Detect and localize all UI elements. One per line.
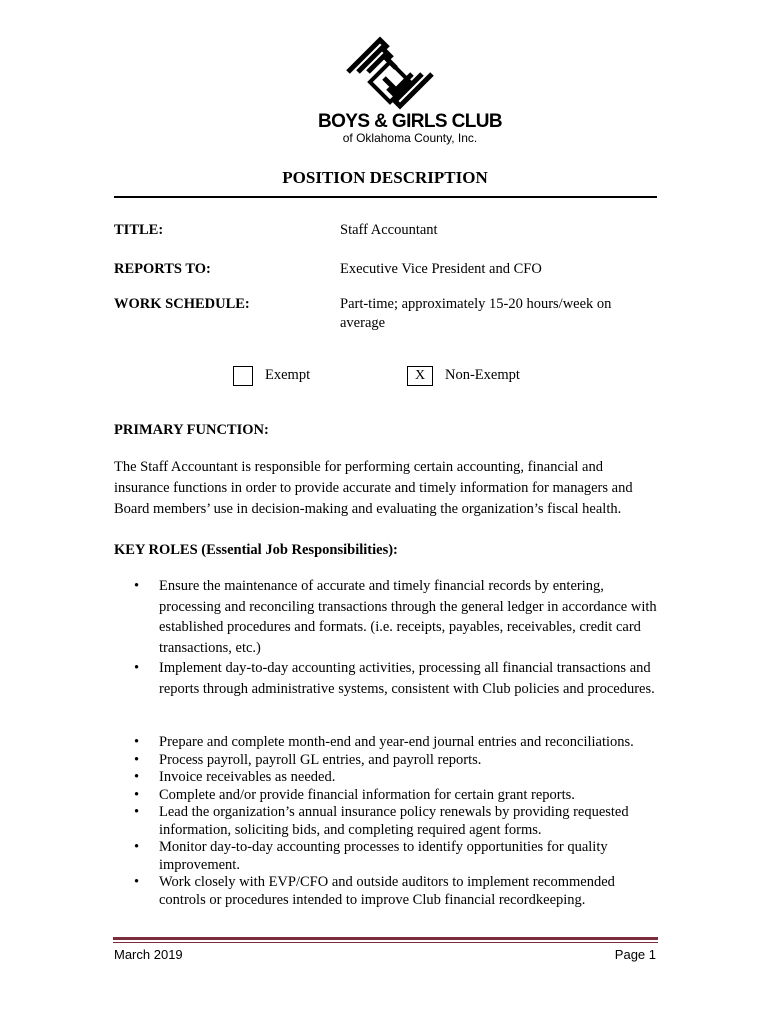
key-role-text: Prepare and complete month-end and year-end journal entries and reconciliations. — [159, 734, 634, 750]
key-role-item — [114, 752, 659, 770]
key-role-text: Implement day-to-day accounting activities, processing all financial transactions and reports through administrative systems, consistent with Club policies and procedures. — [159, 660, 655, 697]
bullet-icon: • — [134, 751, 140, 768]
clasped-hands-logo-icon — [340, 32, 440, 114]
footer-page-number: Page 1 — [614, 947, 656, 962]
exempt-label: Exempt — [265, 367, 311, 383]
non-exempt-label: Non-Exempt — [445, 367, 520, 383]
non-exempt-checkbox[interactable]: X — [407, 366, 433, 386]
key-role-item — [114, 839, 659, 874]
key-role-item — [114, 734, 659, 752]
key-role-item — [114, 874, 659, 909]
primary-function-heading: PRIMARY FUNCTION: — [114, 422, 269, 438]
key-role-text: Complete and/or provide financial information for certain grant reports. — [159, 786, 575, 803]
key-role-text: Invoice receivables as needed. — [159, 769, 336, 785]
bullet-icon: • — [134, 769, 140, 785]
reports-to-value: Executive Vice President and CFO — [340, 261, 542, 277]
title-label: TITLE: — [114, 222, 164, 238]
org-name: BOYS & GIRLS CLUB — [317, 111, 503, 132]
primary-function-text: The Staff Accountant is responsible for performing certain accounting, financial and insurance functions in order to provide accurate and timely information for managers and Board members’ use in decision-making and evaluating the organization’s fiscal health. — [114, 459, 633, 517]
key-role-text: Work closely with EVP/CFO and outside auditors to implement recommended controls or procedures intended to improve Club financial recordkeeping. — [159, 874, 615, 908]
bullet-icon: • — [134, 578, 140, 594]
key-role-text: Ensure the maintenance of accurate and timely financial records by entering, processing and reconciling transactions through the general ledger in accordance with established procedures and formats. (i.e. receipts, payables, receivables, credit card transactions, etc.) — [159, 578, 657, 656]
exempt-checkbox[interactable] — [233, 366, 253, 386]
key-roles-list-1 — [114, 576, 659, 699]
footer-rule — [113, 937, 658, 940]
title-divider — [114, 196, 657, 198]
key-role-item — [114, 804, 659, 839]
bullet-icon: • — [134, 804, 140, 820]
key-role-text: Lead the organization’s annual insurance policy renewals by providing requested information, soliciting bids, and completing required agent forms. — [159, 804, 629, 838]
org-subtitle: of Oklahoma County, Inc. — [342, 131, 478, 145]
work-schedule-value: Part-time; approximately 15-20 hours/week on average — [340, 296, 612, 331]
document-title: POSITION DESCRIPTION — [282, 168, 488, 187]
work-schedule-label: WORK SCHEDULE: — [114, 296, 250, 312]
key-role-text: Process payroll, payroll GL entries, and payroll reports. — [159, 751, 482, 768]
key-role-item — [114, 787, 659, 805]
key-role-item — [114, 576, 659, 658]
key-roles-heading: KEY ROLES (Essential Job Responsibilities): — [114, 542, 398, 558]
footer-date: March 2019 — [114, 947, 183, 962]
reports-to-label: REPORTS TO: — [114, 261, 211, 277]
key-role-text: Monitor day-to-day accounting processes to identify opportunities for quality improvement. — [159, 839, 608, 873]
bullet-icon: • — [134, 734, 140, 750]
bullet-icon: • — [134, 660, 140, 676]
bullet-icon: • — [134, 786, 140, 803]
footer-rule-thin — [113, 942, 658, 943]
key-role-item — [114, 769, 659, 787]
non-exempt-option — [407, 366, 557, 386]
key-roles-list-2 — [114, 734, 659, 909]
key-role-item — [114, 658, 659, 699]
exempt-option — [233, 366, 353, 386]
bullet-icon: • — [134, 839, 140, 855]
title-value: Staff Accountant — [340, 222, 438, 238]
bullet-icon: • — [134, 874, 140, 890]
